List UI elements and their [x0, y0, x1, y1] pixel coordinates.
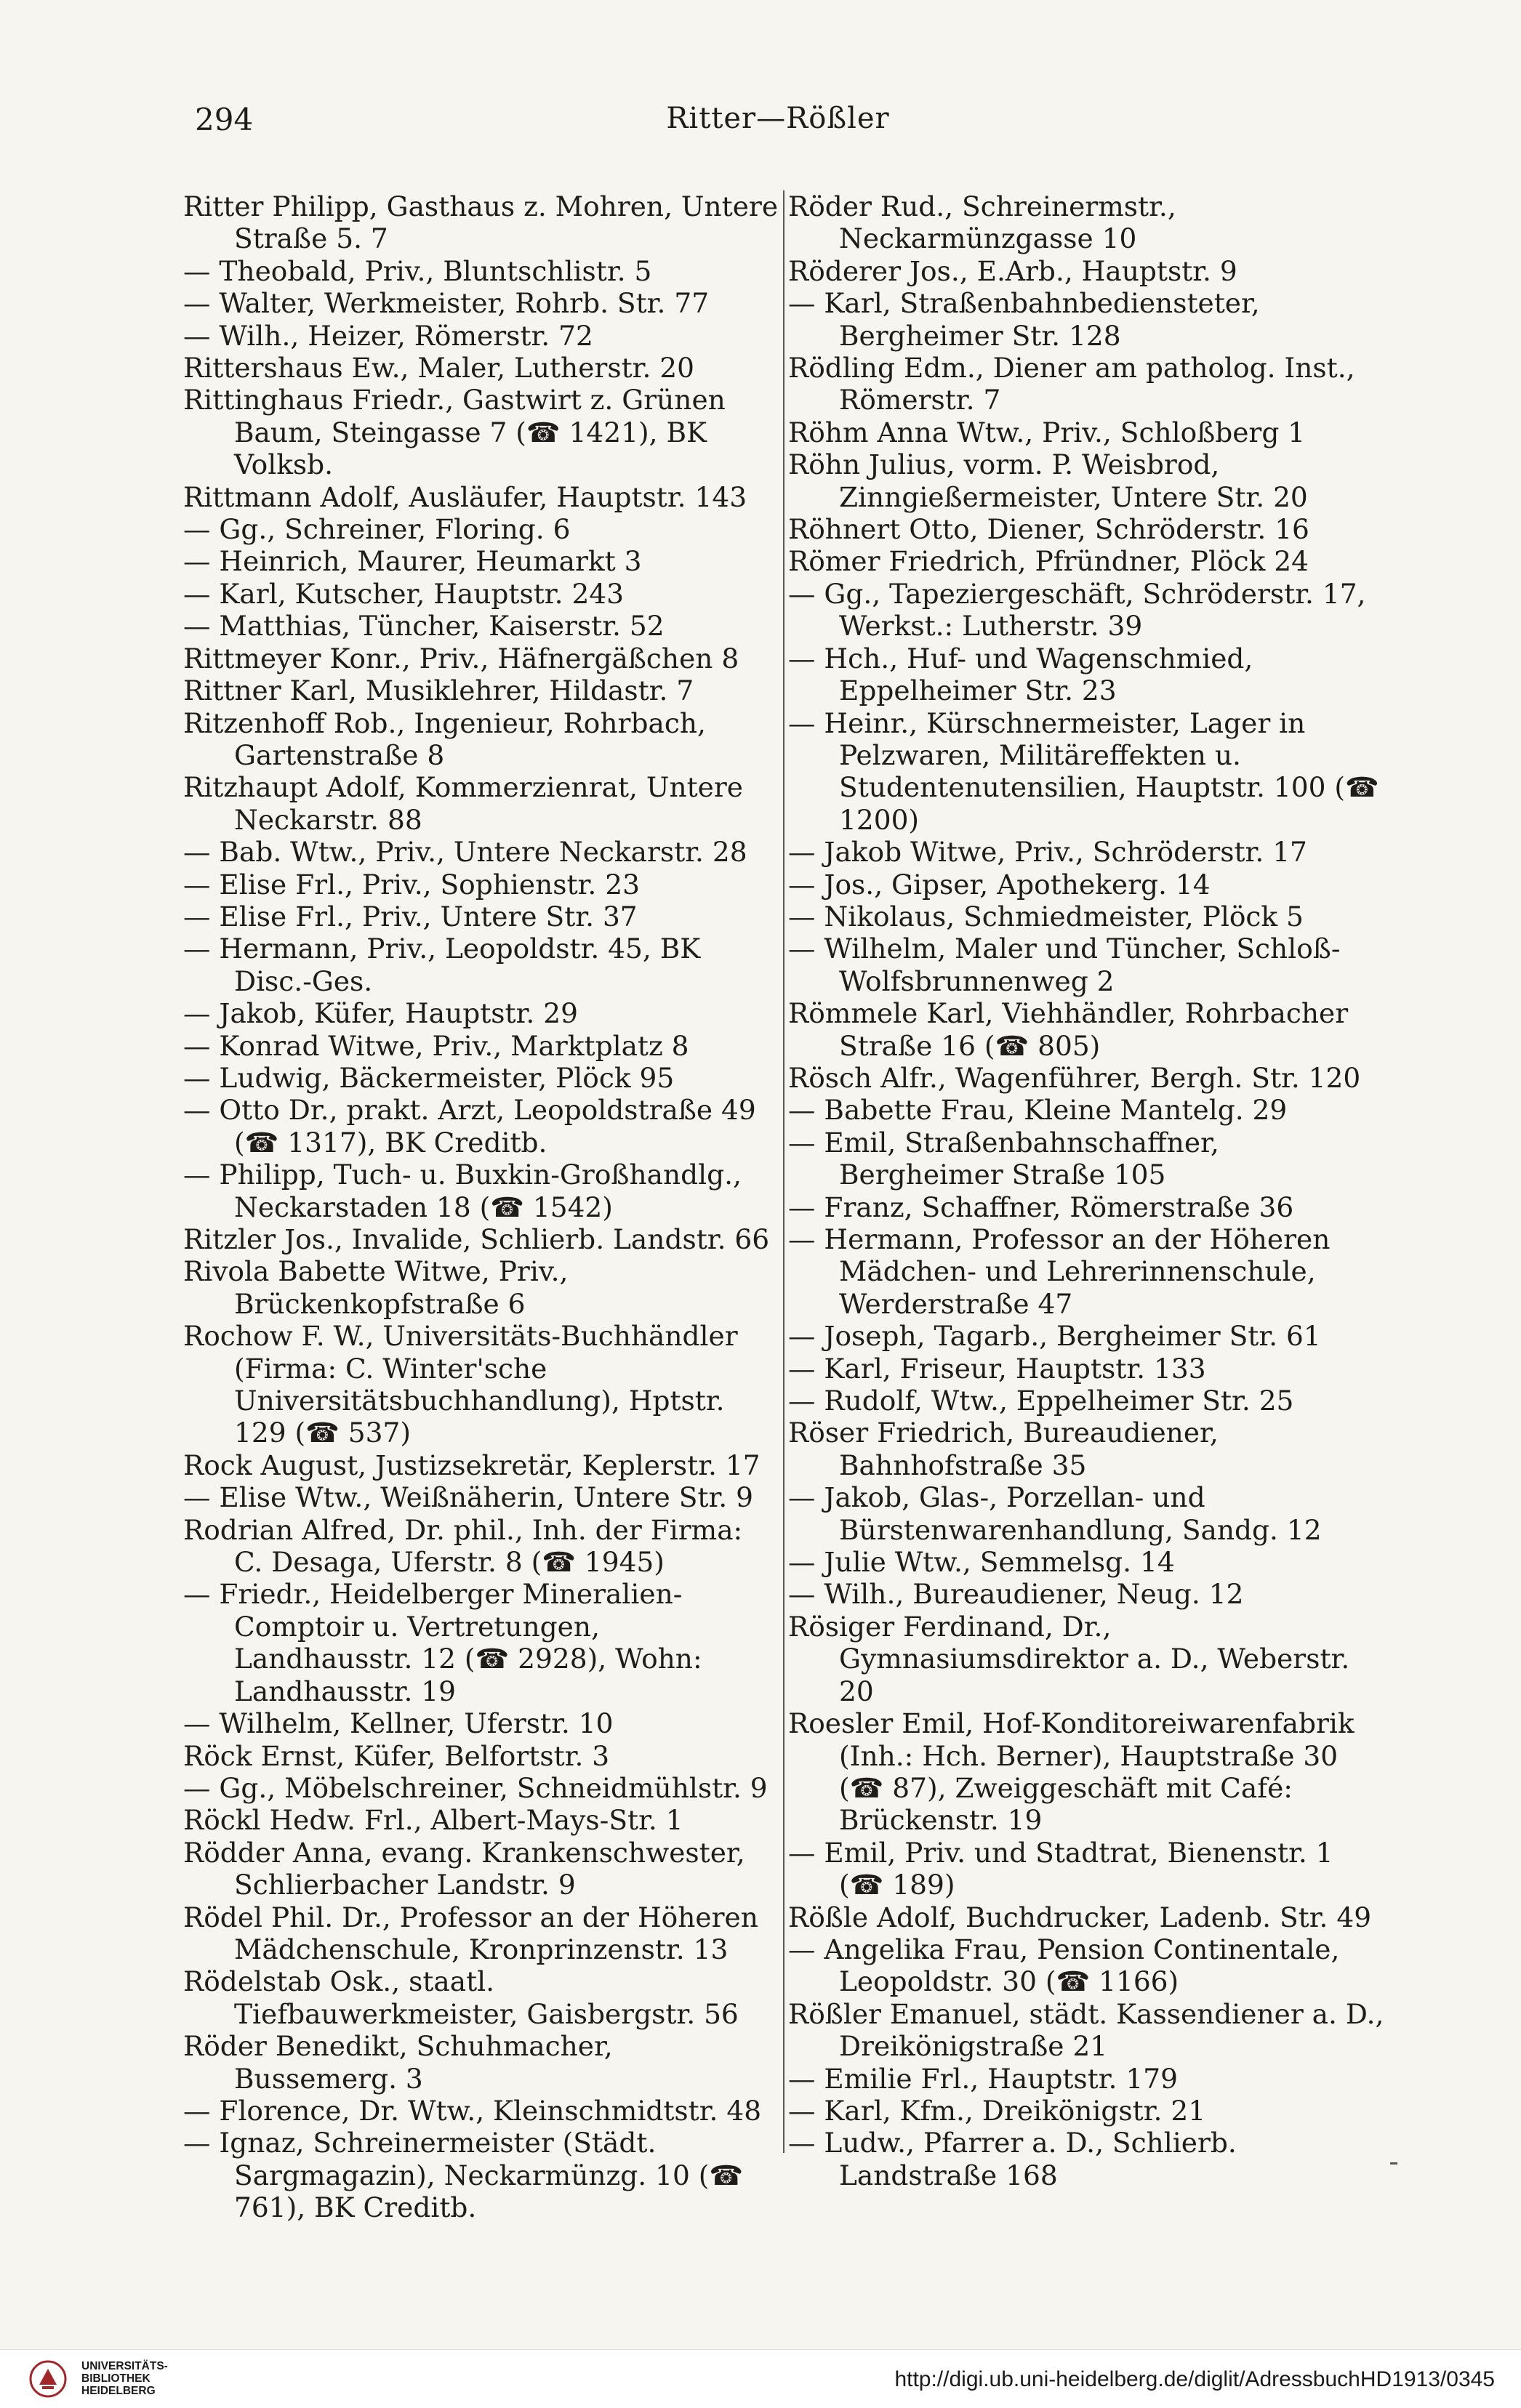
- directory-entry: — Emil, Straßenbahnschaffner, Bergheimer Straße 105: [788, 1126, 1219, 1191]
- directory-entry: — Gg., Möbelschreiner, Schneidmühlstr. 9: [183, 1771, 768, 1804]
- directory-entry: Rödelstab Osk., staatl. Tiefbauwerkmeister, Gaisbergstr. 56: [183, 1965, 739, 2030]
- directory-entry: — Emilie Frl., Hauptstr. 179: [788, 2062, 1178, 2095]
- directory-entry: — Wilh., Bureaudiener, Neug. 12: [788, 1578, 1244, 1611]
- directory-entry: — Franz, Schaffner, Römerstraße 36: [788, 1191, 1294, 1223]
- directory-entry: — Ignaz, Schreinermeister (Städt. Sargmagazin), Neckarmünzg. 10 (☎ 761), BK Creditb.: [183, 2127, 744, 2224]
- directory-entry: — Hermann, Priv., Leopoldstr. 45, BK Disc.-Ges.: [183, 933, 701, 997]
- library-name-line: BIBLIOTHEK: [81, 2372, 151, 2385]
- directory-entry: — Gg., Schreiner, Floring. 6: [183, 513, 571, 546]
- directory-entry: Röderer Jos., E.Arb., Hauptstr. 9: [788, 254, 1237, 287]
- directory-entry: — Karl, Kutscher, Hauptstr. 243: [183, 577, 625, 610]
- directory-entry: Röhm Anna Wtw., Priv., Schloßberg 1: [788, 416, 1306, 448]
- directory-entry: — Wilhelm, Maler und Tüncher, Schloß-Wolfsbrunnenweg 2: [788, 933, 1341, 997]
- directory-entry: — Hermann, Professor an der Höheren Mädchen- und Lehrerinnenschule, Werderstraße 47: [788, 1223, 1331, 1320]
- right-column: [788, 190, 1384, 2191]
- directory-entry: Rittershaus Ew., Maler, Lutherstr. 20: [183, 352, 694, 384]
- directory-entry: Röckl Hedw. Frl., Albert-Mays-Str. 1: [183, 1804, 683, 1837]
- directory-entry: Römer Friedrich, Pfründner, Plöck 24: [788, 545, 1309, 578]
- directory-entry: Rittner Karl, Musiklehrer, Hildastr. 7: [183, 675, 694, 707]
- print-mark: [1390, 2162, 1397, 2165]
- directory-entry: — Karl, Straßenbahnbediensteter, Bergheimer Str. 128: [788, 287, 1260, 352]
- library-logo-icon: [29, 2360, 67, 2398]
- directory-entry: Röser Friedrich, Bureaudiener, Bahnhofstraße 35: [788, 1417, 1219, 1481]
- viewer-footer: [0, 2349, 1521, 2408]
- directory-entry: Rödder Anna, evang. Krankenschwester, Schlierbacher Landstr. 9: [183, 1836, 745, 1901]
- directory-entry: — Heinr., Kürschnermeister, Lager in Pelzwaren, Militäreffekten u. Studentenutensilien, Hauptstr. 100 (☎ 1200): [788, 706, 1379, 836]
- directory-entry: — Otto Dr., prakt. Arzt, Leopoldstraße 49 (☎ 1317), BK Creditb.: [183, 1094, 756, 1159]
- directory-entry: — Matthias, Tüncher, Kaiserstr. 52: [183, 610, 665, 643]
- directory-entry: Röhn Julius, vorm. P. Weisbrod, Zinngießermeister, Untere Str. 20: [788, 448, 1308, 513]
- directory-entry: — Walter, Werkmeister, Rohrb. Str. 77: [183, 287, 710, 320]
- directory-entry: Röder Benedikt, Schuhmacher, Bussemerg. 3: [183, 2030, 613, 2095]
- directory-entry: Rochow F. W., Universitäts-Buchhändler (Firma: C. Winter'sche Universitätsbuchhandlung), Hptstr. 129 (☎ 537): [183, 1320, 738, 1449]
- directory-entry: — Philipp, Tuch- u. Buxkin-Großhandlg., Neckarstaden 18 (☎ 1542): [183, 1159, 742, 1223]
- directory-entry: — Elise Frl., Priv., Untere Str. 37: [183, 900, 638, 933]
- directory-entry: Römmele Karl, Viehhändler, Rohrbacher Straße 16 (☎ 805): [788, 997, 1349, 1062]
- directory-entry: — Wilh., Heizer, Römerstr. 72: [183, 319, 593, 352]
- directory-entry: — Babette Frau, Kleine Mantelg. 29: [788, 1094, 1288, 1127]
- directory-entry: Rivola Babette Witwe, Priv., Brückenkopfstraße 6: [183, 1255, 569, 1320]
- directory-entry: — Emil, Priv. und Stadtrat, Bienenstr. 1 (☎ 189): [788, 1836, 1333, 1901]
- directory-entry: Rittmeyer Konr., Priv., Häfnergäßchen 8: [183, 642, 739, 675]
- directory-entry: — Elise Wtw., Weißnäherin, Untere Str. 9: [183, 1481, 753, 1514]
- directory-entry: — Florence, Dr. Wtw., Kleinschmidtstr. 48: [183, 2094, 762, 2127]
- directory-entry: — Gg., Tapeziergeschäft, Schröderstr. 17, Werkst.: Lutherstr. 39: [788, 577, 1366, 643]
- page-number: 294: [195, 102, 254, 137]
- directory-entry: Rösch Alfr., Wagenführer, Bergh. Str. 120: [788, 1061, 1361, 1094]
- directory-entry: — Karl, Friseur, Hauptstr. 133: [788, 1352, 1206, 1385]
- library-name: [81, 2360, 168, 2397]
- directory-entry: Rödel Phil. Dr., Professor an der Höheren Mädchenschule, Kronprinzenstr. 13: [183, 1901, 758, 1965]
- directory-entry: — Angelika Frau, Pension Continentale, Leopoldstr. 30 (☎ 1166): [788, 1933, 1340, 1998]
- directory-entry: — Hch., Huf- und Wagenschmied, Eppelheimer Str. 23: [788, 642, 1253, 707]
- directory-entry: — Julie Wtw., Semmelsg. 14: [788, 1546, 1175, 1579]
- directory-entry: Röder Rud., Schreinermstr., Neckarmünzgasse 10: [788, 190, 1176, 255]
- running-head: Ritter—Rößler: [666, 102, 890, 135]
- directory-entry: Rößle Adolf, Buchdrucker, Ladenb. Str. 49: [788, 1901, 1372, 1933]
- directory-entry: — Elise Frl., Priv., Sophienstr. 23: [183, 868, 640, 901]
- page-header: [195, 102, 1361, 145]
- source-url-link[interactable]: http://digi.ub.uni-heidelberg.de/diglit/AdressbuchHD1913/0345: [894, 2367, 1495, 2391]
- directory-entry: — Konrad Witwe, Priv., Marktplatz 8: [183, 1029, 689, 1062]
- directory-entry: — Ludw., Pfarrer a. D., Schlierb. Landstraße 168: [788, 2127, 1237, 2191]
- directory-entry: — Wilhelm, Kellner, Uferstr. 10: [183, 1707, 614, 1740]
- directory-entry: Ritzenhoff Rob., Ingenieur, Rohrbach, Gartenstraße 8: [183, 706, 706, 771]
- directory-entry: Rösiger Ferdinand, Dr., Gymnasiumsdirektor a. D., Weberstr. 20: [788, 1610, 1350, 1707]
- directory-entry: — Jakob, Küfer, Hauptstr. 29: [183, 997, 578, 1030]
- directory-entry: Röck Ernst, Küfer, Belfortstr. 3: [183, 1739, 610, 1772]
- directory-entry: — Friedr., Heidelberger Mineralien-Comptoir u. Vertretungen, Landhausstr. 12 (☎ 2928), Wohn: Landhausstr. 19: [183, 1578, 702, 1707]
- directory-entry: Rittmann Adolf, Ausläufer, Hauptstr. 143: [183, 480, 747, 513]
- directory-entry: — Bab. Wtw., Priv., Untere Neckarstr. 28: [183, 836, 747, 869]
- directory-entry: Rock August, Justizsekretär, Keplerstr. 17: [183, 1449, 760, 1481]
- library-name-line: UNIVERSITÄTS-: [81, 2360, 168, 2372]
- directory-entry: — Jos., Gipser, Apothekerg. 14: [788, 868, 1211, 901]
- left-column: [183, 190, 779, 2224]
- directory-entry: — Rudolf, Wtw., Eppelheimer Str. 25: [788, 1385, 1294, 1417]
- directory-entry: Rodrian Alfred, Dr. phil., Inh. der Firma: C. Desaga, Uferstr. 8 (☎ 1945): [183, 1513, 743, 1579]
- directory-entry: — Theobald, Priv., Bluntschlistr. 5: [183, 254, 652, 287]
- directory-entry: Rittinghaus Friedr., Gastwirt z. Grünen Baum, Steingasse 7 (☎ 1421), BK Volksb.: [183, 384, 726, 481]
- directory-entry: Roesler Emil, Hof-Konditoreiwarenfabrik (Inh.: Hch. Berner), Hauptstraße 30 (☎ 87), Zweiggeschäft mit Café: Brückenstr. 19: [788, 1707, 1355, 1837]
- directory-entry: — Nikolaus, Schmiedmeister, Plöck 5: [788, 900, 1304, 933]
- directory-entry: — Karl, Kfm., Dreikönigstr. 21: [788, 2094, 1206, 2127]
- directory-entry: Rödling Edm., Diener am patholog. Inst., Römerstr. 7: [788, 352, 1355, 416]
- directory-entry: — Joseph, Tagarb., Bergheimer Str. 61: [788, 1320, 1321, 1353]
- directory-entry: — Jakob Witwe, Priv., Schröderstr. 17: [788, 836, 1307, 869]
- directory-entry: Ritter Philipp, Gasthaus z. Mohren, Untere Straße 5. 7: [183, 190, 779, 255]
- directory-entry: — Ludwig, Bäckermeister, Plöck 95: [183, 1061, 675, 1094]
- directory-entry: Rößler Emanuel, städt. Kassendiener a. D., Dreikönigstraße 21: [788, 1997, 1384, 2063]
- directory-entry: — Heinrich, Maurer, Heumarkt 3: [183, 545, 642, 578]
- directory-entry: Ritzler Jos., Invalide, Schlierb. Landstr. 66: [183, 1223, 770, 1255]
- directory-entry: Ritzhaupt Adolf, Kommerzienrat, Untere Neckarstr. 88: [183, 771, 743, 836]
- column-divider: [783, 190, 784, 2153]
- directory-entry: — Jakob, Glas-, Porzellan- und Bürstenwarenhandlung, Sandg. 12: [788, 1481, 1322, 1546]
- directory-entry: Röhnert Otto, Diener, Schröderstr. 16: [788, 513, 1309, 546]
- library-name-line: HEIDELBERG: [81, 2385, 156, 2397]
